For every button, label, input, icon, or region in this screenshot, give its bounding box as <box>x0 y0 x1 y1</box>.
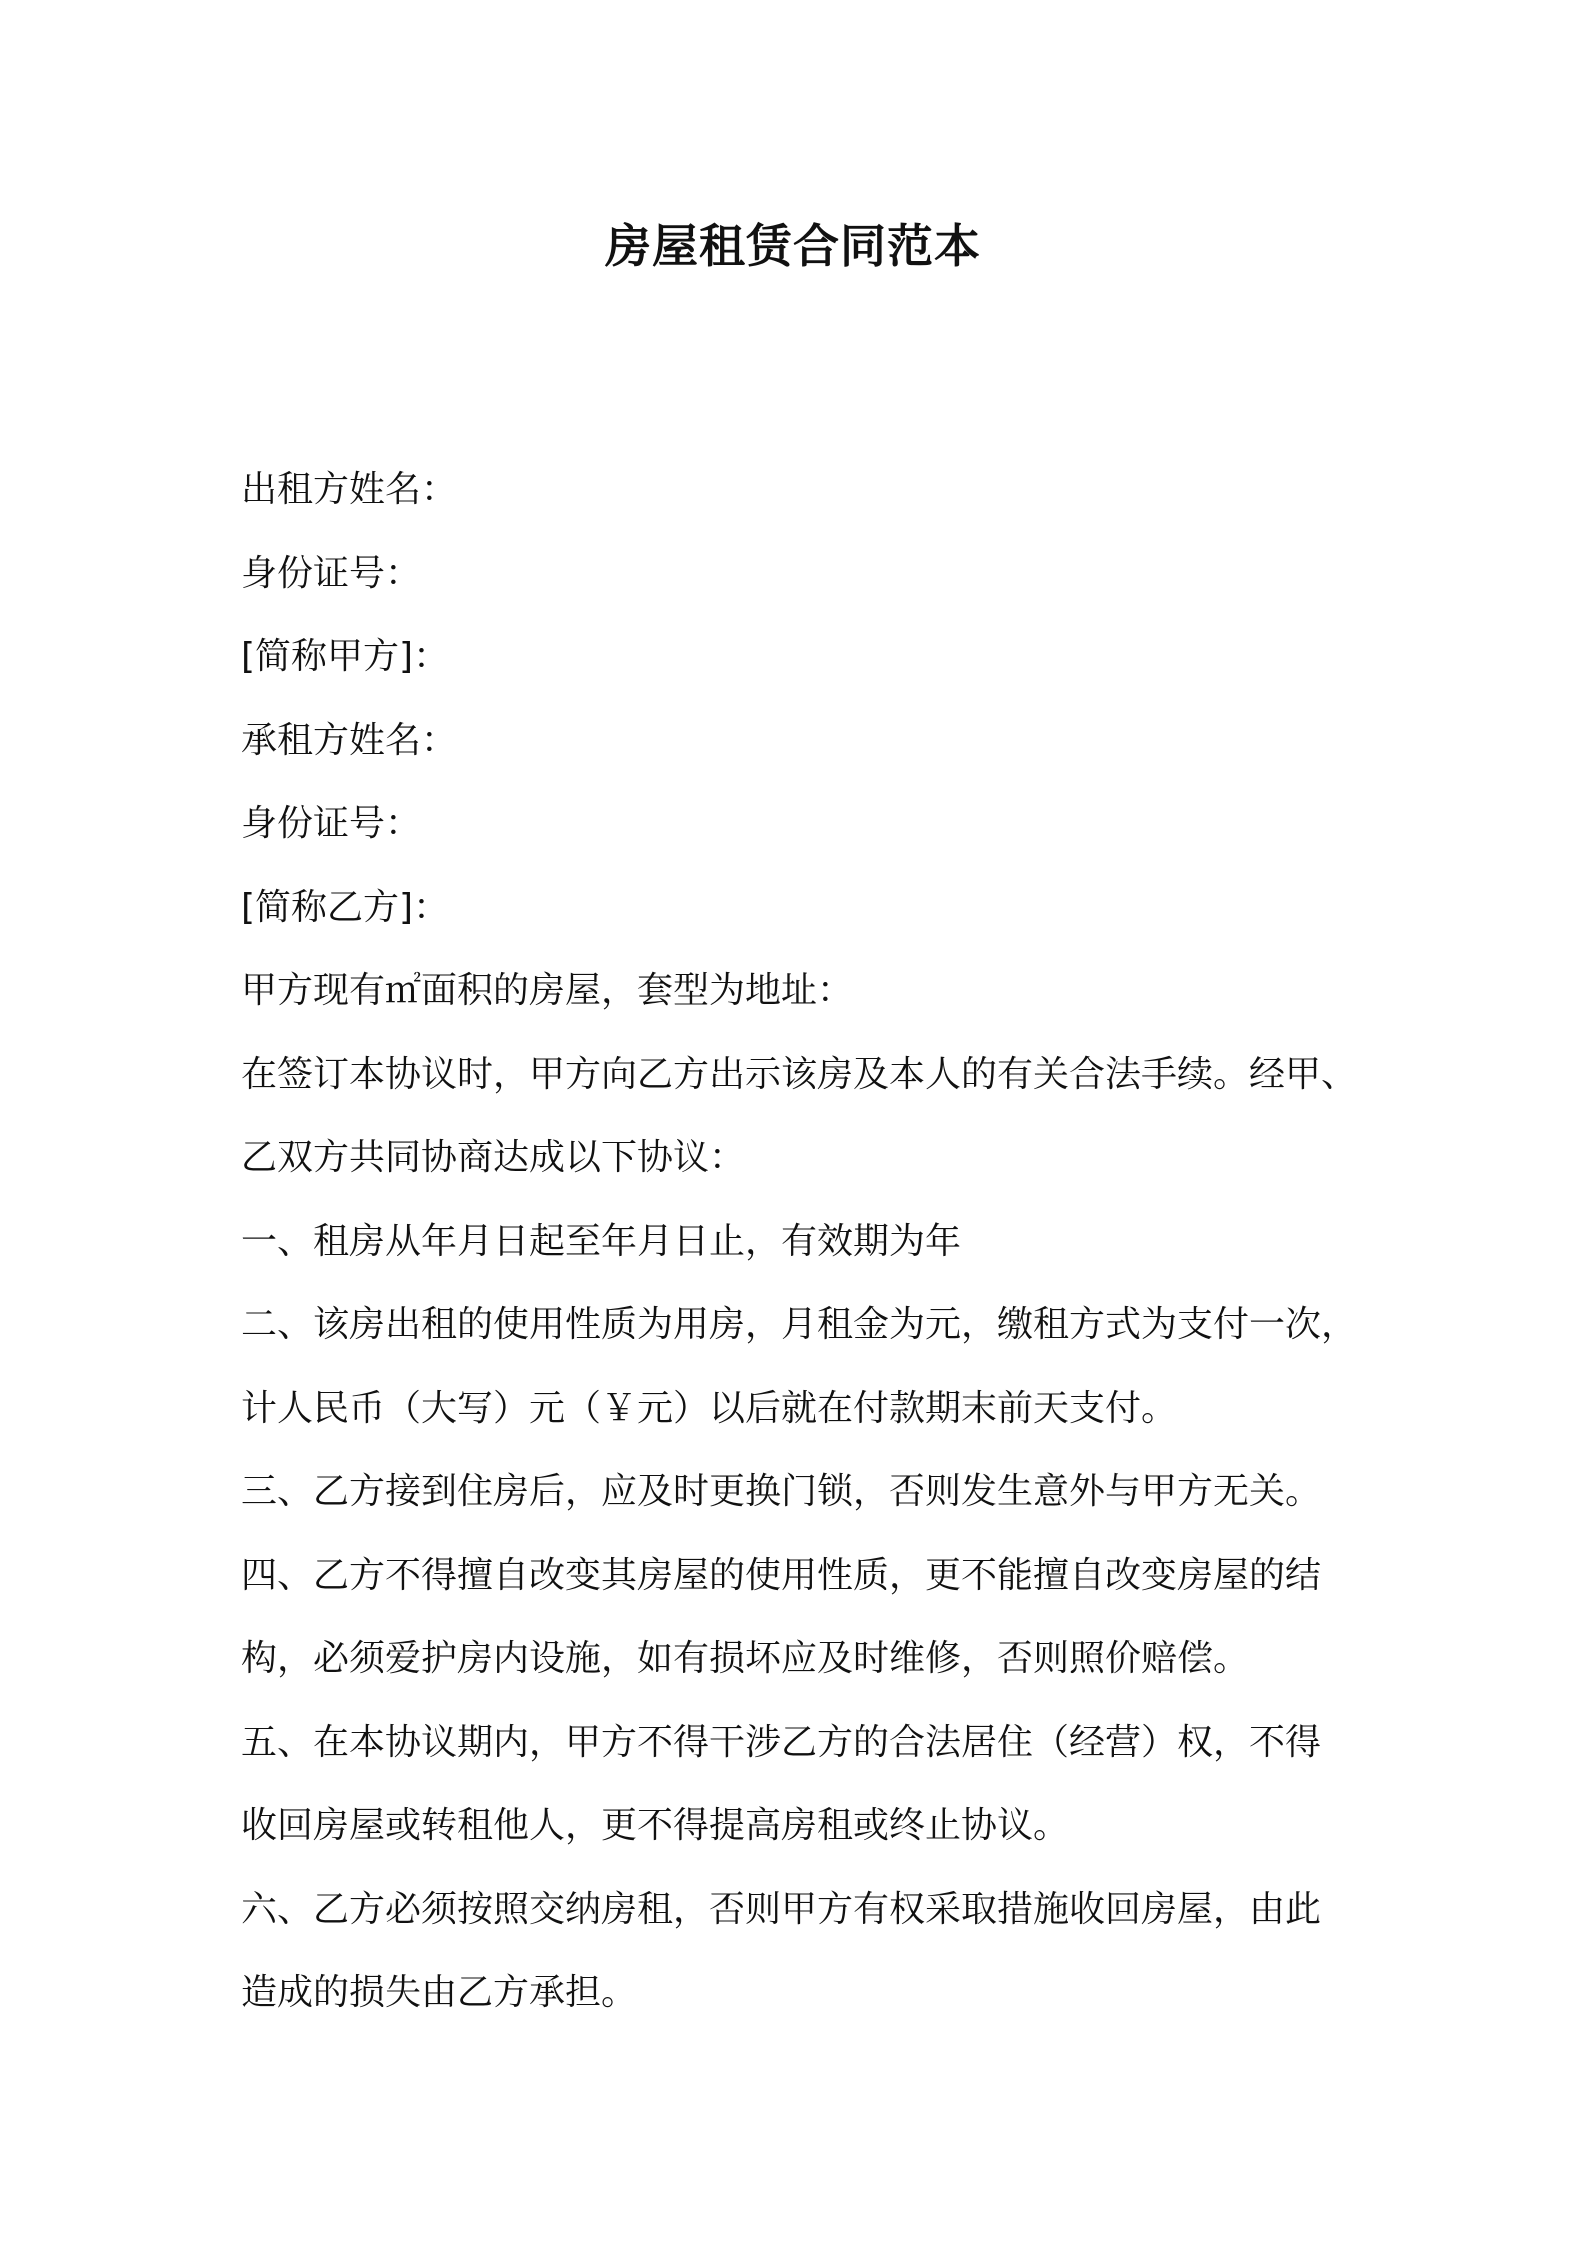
tenant-name-line: 承租方姓名： <box>241 719 458 761</box>
clause-4-line-2: 构，必须爱护房内设施，如有损坏应及时维修，否则照价赔偿。 <box>241 1638 1250 1679</box>
landlord-name-line: 出租方姓名： <box>241 469 458 510</box>
party-a-line: [简称甲方]： <box>241 636 450 677</box>
clause-2-line-2: 计人民币（大写）元（￥元）以后就在付款期末前天支付。 <box>241 1387 1178 1429</box>
landlord-id-line: 身份证号： <box>241 552 422 594</box>
clause-2-line-1: 二、该房出租的使用性质为用房，月租金为元，缴租方式为支付一次， <box>241 1304 1358 1345</box>
clause-6-line-1: 六、乙方必须按照交纳房租，否则甲方有权采取措施收回房屋，由此 <box>241 1888 1322 1930</box>
tenant-id-line: 身份证号： <box>241 803 422 844</box>
party-b-line: [简称乙方]： <box>241 886 450 928</box>
property-line: 甲方现有㎡面积的房屋，套型为地址： <box>241 970 854 1011</box>
preamble-line-1: 在签订本协议时，甲方向乙方出示该房及本人的有关合法手续。经甲、 <box>241 1053 1358 1095</box>
clause-1-line: 一、租房从年月日起至年月日止，有效期为年 <box>241 1220 962 1262</box>
clause-3-line: 三、乙方接到住房后，应及时更换门锁，否则发生意外与甲方无关。 <box>241 1471 1322 1512</box>
clause-6-line-2: 造成的损失由乙方承担。 <box>241 1972 638 2013</box>
clause-5-line-1: 五、在本协议期内，甲方不得干涉乙方的合法居住（经营）权，不得 <box>241 1721 1322 1763</box>
preamble-line-2: 乙双方共同协商达成以下协议： <box>241 1137 746 1178</box>
document-title: 房屋租赁合同范本 <box>605 219 981 273</box>
document-body <box>241 448 1361 2035</box>
clause-5-line-2: 收回房屋或转租他人，更不得提高房租或终止协议。 <box>241 1805 1070 1846</box>
clause-4-line-1: 四、乙方不得擅自改变其房屋的使用性质，更不能擅自改变房屋的结 <box>241 1554 1322 1596</box>
